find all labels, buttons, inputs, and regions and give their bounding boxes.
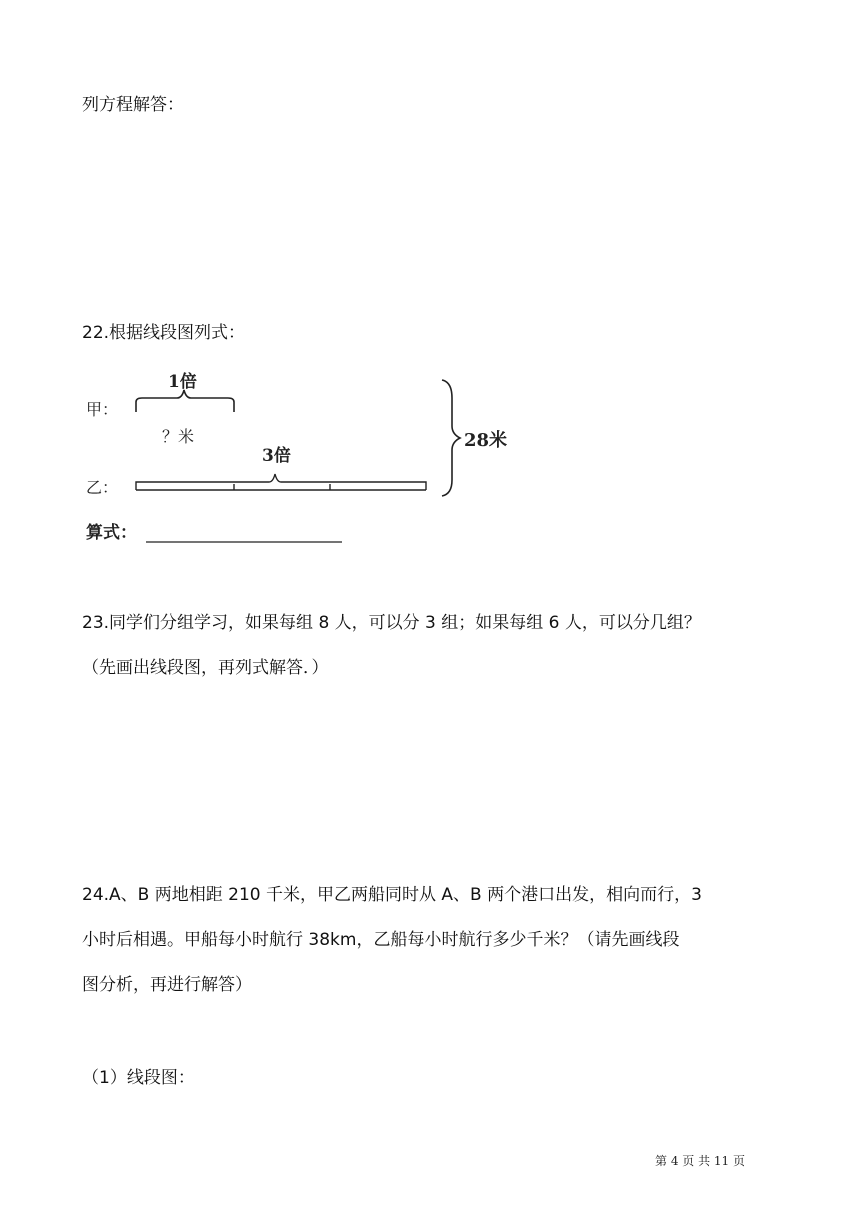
jia-brace: [136, 390, 234, 412]
total-brace: [442, 380, 460, 496]
unknown-length-label: ？米: [162, 427, 195, 446]
question-24-line-1: 24.A、B 两地相距 210 千米，甲乙两船同时从 A、B 两个港口出发，相向而行，3: [82, 885, 702, 905]
jia-times-label: 1倍: [168, 372, 197, 392]
jia-label: 甲：: [86, 400, 119, 419]
line-segment-diagram: [82, 370, 542, 550]
question-23-line-2: （先画出线段图，再列式解答．）: [82, 658, 329, 678]
intro-line: 列方程解答：: [82, 95, 184, 115]
yi-label: 乙：: [86, 478, 119, 497]
page-number: 第 4 页 共 11 页: [655, 1154, 745, 1168]
question-23-line-1: 23.同学们分组学习，如果每组 8 人，可以分 3 组；如果每组 6 人，可以分几组？: [82, 613, 701, 633]
yi-brace: [136, 474, 426, 490]
question-24-line-2: 小时后相遇。甲船每小时航行 38km，乙船每小时航行多少千米？（请先画线段: [82, 930, 680, 950]
yi-times-label: 3倍: [262, 446, 291, 466]
question-24-line-3: 图分析，再进行解答）: [82, 975, 252, 995]
formula-label: 算式：: [86, 523, 137, 543]
total-length-label: 28米: [464, 430, 508, 451]
question-24-part-1: （1）线段图：: [82, 1068, 195, 1088]
question-22: 22.根据线段图列式：: [82, 323, 246, 343]
